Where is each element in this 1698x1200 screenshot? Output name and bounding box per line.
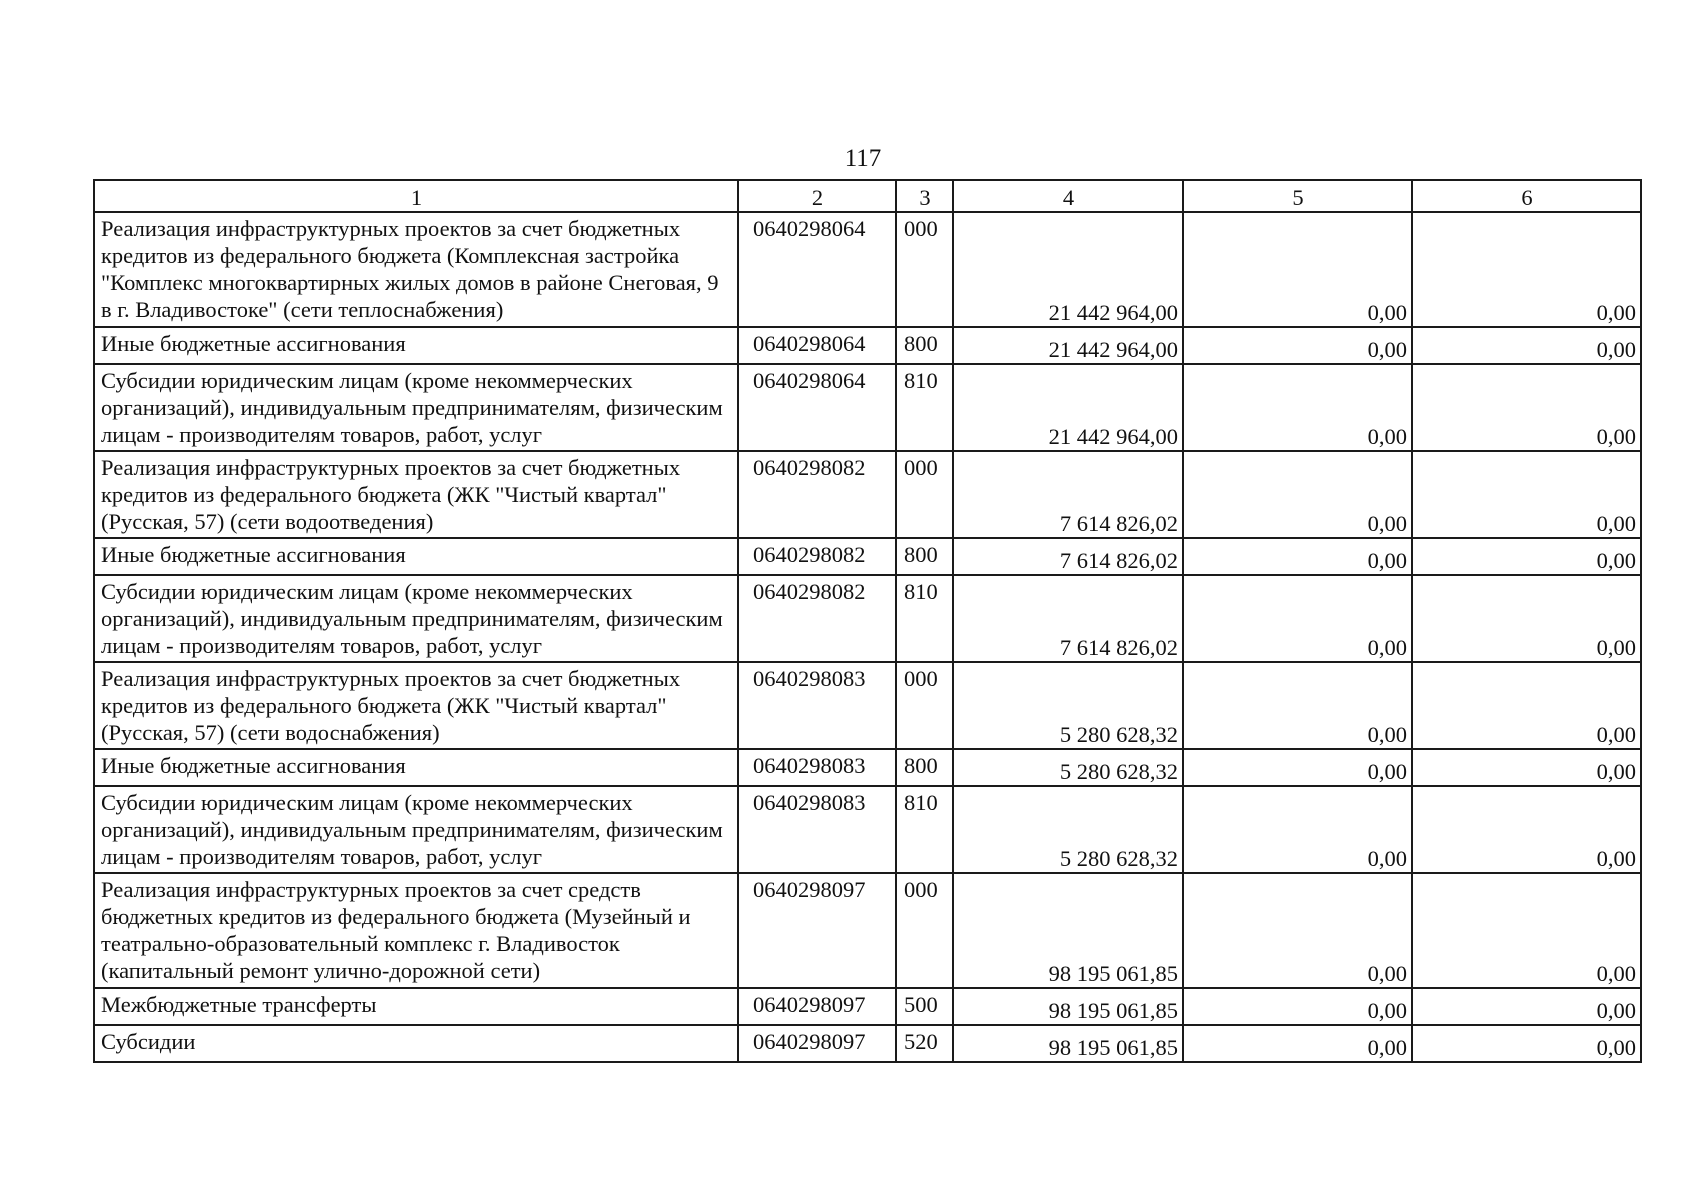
row-name: Иные бюджетные ассигнования — [94, 538, 738, 575]
row-sum-3: 0,00 — [1412, 538, 1641, 575]
row-code: 0640298082 — [738, 451, 896, 538]
row-sum-3: 0,00 — [1412, 749, 1641, 786]
row-sum-1: 98 195 061,85 — [953, 988, 1183, 1025]
header-cell: 2 — [738, 180, 896, 212]
row-name: Иные бюджетные ассигнования — [94, 749, 738, 786]
header-cell: 1 — [94, 180, 738, 212]
row-sum-3: 0,00 — [1412, 212, 1641, 327]
row-sum-2: 0,00 — [1183, 786, 1412, 873]
row-sum-1: 7 614 826,02 — [953, 575, 1183, 662]
row-sum-2: 0,00 — [1183, 327, 1412, 364]
row-sum-2: 0,00 — [1183, 538, 1412, 575]
table-row — [94, 749, 1641, 786]
table-row — [94, 212, 1641, 327]
page-number: 117 — [844, 145, 882, 172]
table-row — [94, 662, 1641, 749]
row-sum-1: 5 280 628,32 — [953, 749, 1183, 786]
row-vr: 500 — [896, 988, 953, 1025]
row-name: Реализация инфраструктурных проектов за счет бюджетных кредитов из федерального бюджета (ЖК "Чистый квартал" (Русская, 57) (сети водоотведения) — [94, 451, 738, 538]
table-row — [94, 451, 1641, 538]
row-sum-3: 0,00 — [1412, 327, 1641, 364]
row-sum-3: 0,00 — [1412, 451, 1641, 538]
row-sum-2: 0,00 — [1183, 749, 1412, 786]
row-code: 0640298083 — [738, 662, 896, 749]
row-vr: 000 — [896, 662, 953, 749]
row-vr: 810 — [896, 364, 953, 451]
row-code: 0640298083 — [738, 749, 896, 786]
row-code: 0640298082 — [738, 538, 896, 575]
row-vr: 810 — [896, 786, 953, 873]
row-name: Реализация инфраструктурных проектов за счет бюджетных кредитов из федерального бюджета (Комплексная застройка "Комплекс многоквартирных жилых домов в районе Снеговая, 9 в г. Владивостоке" (сети теплоснабжения) — [94, 212, 738, 327]
row-sum-1: 98 195 061,85 — [953, 873, 1183, 988]
row-code: 0640298064 — [738, 364, 896, 451]
row-sum-3: 0,00 — [1412, 662, 1641, 749]
row-vr: 800 — [896, 538, 953, 575]
row-sum-1: 7 614 826,02 — [953, 451, 1183, 538]
row-sum-2: 0,00 — [1183, 451, 1412, 538]
row-sum-2: 0,00 — [1183, 662, 1412, 749]
row-name: Субсидии — [94, 1025, 738, 1062]
row-sum-1: 21 442 964,00 — [953, 327, 1183, 364]
row-vr: 800 — [896, 327, 953, 364]
table-row — [94, 575, 1641, 662]
header-row — [94, 180, 1641, 212]
row-sum-2: 0,00 — [1183, 364, 1412, 451]
header-cell: 3 — [896, 180, 953, 212]
table-row — [94, 786, 1641, 873]
row-name: Субсидии юридическим лицам (кроме некоммерческих организаций), индивидуальным предпринимателям, физическим лицам - производителям товаров, работ, услуг — [94, 786, 738, 873]
row-sum-2: 0,00 — [1183, 873, 1412, 988]
table-row — [94, 364, 1641, 451]
row-vr: 000 — [896, 451, 953, 538]
row-vr: 800 — [896, 749, 953, 786]
row-vr: 000 — [896, 873, 953, 988]
row-sum-1: 21 442 964,00 — [953, 364, 1183, 451]
header-cell: 4 — [953, 180, 1183, 212]
row-sum-3: 0,00 — [1412, 873, 1641, 988]
row-sum-1: 5 280 628,32 — [953, 662, 1183, 749]
row-code: 0640298064 — [738, 327, 896, 364]
table-row — [94, 988, 1641, 1025]
budget-table — [93, 179, 1642, 1063]
table-row — [94, 873, 1641, 988]
row-sum-1: 98 195 061,85 — [953, 1025, 1183, 1062]
row-name: Субсидии юридическим лицам (кроме некоммерческих организаций), индивидуальным предпринимателям, физическим лицам - производителям товаров, работ, услуг — [94, 364, 738, 451]
table-row — [94, 327, 1641, 364]
header-cell: 5 — [1183, 180, 1412, 212]
row-name: Субсидии юридическим лицам (кроме некоммерческих организаций), индивидуальным предпринимателям, физическим лицам - производителям товаров, работ, услуг — [94, 575, 738, 662]
header-cell: 6 — [1412, 180, 1641, 212]
row-sum-2: 0,00 — [1183, 212, 1412, 327]
row-vr: 000 — [896, 212, 953, 327]
row-code: 0640298097 — [738, 873, 896, 988]
row-vr: 520 — [896, 1025, 953, 1062]
row-name: Иные бюджетные ассигнования — [94, 327, 738, 364]
row-sum-1: 5 280 628,32 — [953, 786, 1183, 873]
row-sum-2: 0,00 — [1183, 575, 1412, 662]
row-code: 0640298097 — [738, 988, 896, 1025]
row-code: 0640298082 — [738, 575, 896, 662]
table-row — [94, 538, 1641, 575]
row-sum-3: 0,00 — [1412, 1025, 1641, 1062]
row-sum-3: 0,00 — [1412, 988, 1641, 1025]
row-name: Реализация инфраструктурных проектов за счет бюджетных кредитов из федерального бюджета (ЖК "Чистый квартал" (Русская, 57) (сети водоснабжения) — [94, 662, 738, 749]
row-code: 0640298083 — [738, 786, 896, 873]
row-sum-1: 7 614 826,02 — [953, 538, 1183, 575]
row-name: Межбюджетные трансферты — [94, 988, 738, 1025]
row-code: 0640298097 — [738, 1025, 896, 1062]
table-row — [94, 1025, 1641, 1062]
row-sum-3: 0,00 — [1412, 786, 1641, 873]
row-sum-2: 0,00 — [1183, 988, 1412, 1025]
row-name: Реализация инфраструктурных проектов за счет средств бюджетных кредитов из федерального бюджета (Музейный и театрально-образовательный комплекс г. Владивосток (капитальный ремонт улично-дорожной сети) — [94, 873, 738, 988]
row-vr: 810 — [896, 575, 953, 662]
row-code: 0640298064 — [738, 212, 896, 327]
row-sum-3: 0,00 — [1412, 575, 1641, 662]
row-sum-3: 0,00 — [1412, 364, 1641, 451]
row-sum-2: 0,00 — [1183, 1025, 1412, 1062]
row-sum-1: 21 442 964,00 — [953, 212, 1183, 327]
